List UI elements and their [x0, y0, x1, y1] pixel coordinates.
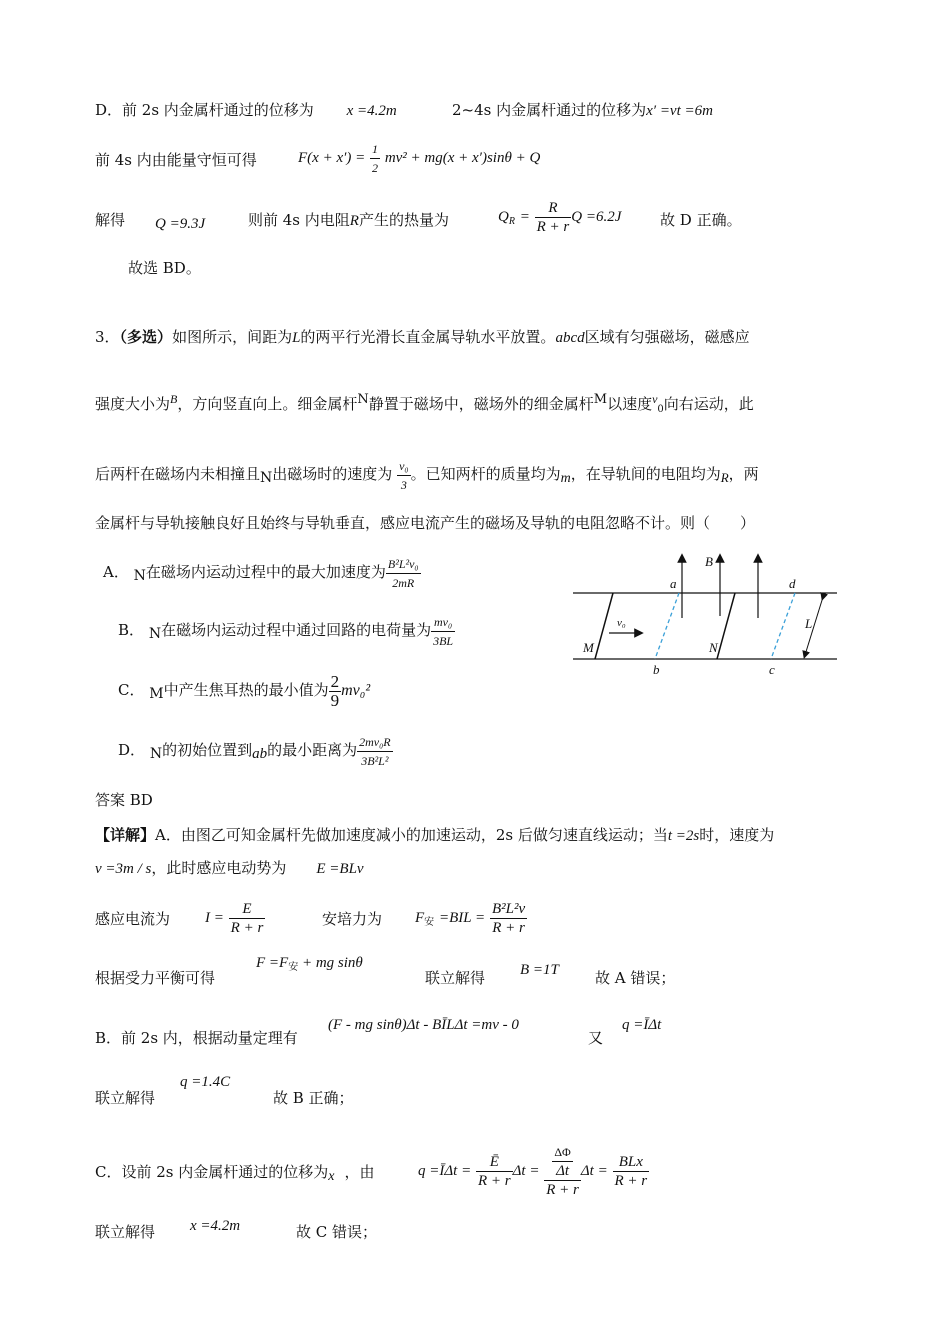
- option-b[interactable]: B． N在磁场内运动过程中通过回路的电荷量为 $\frac{\text{mv₀}}{3BL}$: [118, 614, 454, 648]
- momentum-equation: (F - mg sinθ)Δt - BĪLΔt =mv - 0: [328, 1017, 519, 1033]
- a-line-4-solve: 联立解得: [425, 969, 486, 987]
- qr-equation: $Q_R$ = $\frac{R}{R + r}$ Q =6.2J: [498, 199, 622, 235]
- conclude-d: 故 D 正确。: [660, 211, 742, 229]
- label-d: d: [789, 576, 796, 591]
- ampere-label: 安培力为: [322, 910, 383, 928]
- energy-eq-left: F(x + x′) =: [298, 150, 366, 166]
- select-text: 故选 BD。: [128, 259, 201, 277]
- b-line-1-label: B．前 2s 内，根据动量定理有: [95, 1029, 298, 1047]
- boundary-cd: [771, 593, 795, 659]
- d-solution-line-2: [452, 100, 713, 121]
- current-equation: I = $\frac{E}{R + r}$: [205, 900, 264, 936]
- q3-line-4: 金属杆与导轨接触良好且始终与导轨垂直，感应电流产生的磁场及导轨的电阻忽略不计。则（ ）: [95, 514, 756, 532]
- charge-derivation: q =ĪΔt = $\frac{Ē}{R + r}$ Δt = $\frac{\frac{\Delta\Phi}{\Delta t}}{R + r}$ Δt = $\frac{\text{BLx}}{R + r}$: [418, 1145, 648, 1198]
- ampere-equation: $F_安 =BIL$ = $\frac{\text{B²L²v}}{R + r}$: [415, 900, 526, 936]
- option-c-fraction: $\frac{2}{9}$: [330, 671, 340, 710]
- solve-eq: Q =9.3J: [155, 216, 206, 232]
- a-line-3-label: 感应电流为: [95, 910, 171, 928]
- qr-fraction: $\frac{R}{R + r}$: [536, 199, 570, 235]
- option-b-fraction: $\frac{\text{mv₀}}{3BL}$: [433, 614, 454, 648]
- v0-over-3: $\frac{\text{v₀}}{3}$: [399, 458, 409, 492]
- d-mid: 2~4s 内金属杆通过的位移为: [452, 101, 647, 119]
- label-B: B: [705, 554, 713, 569]
- label-N: N: [709, 640, 718, 655]
- label-b: b: [653, 662, 660, 677]
- label-M: M: [583, 640, 594, 655]
- b-you: 又: [588, 1029, 604, 1047]
- label-c: c: [769, 662, 775, 677]
- label-v0: v₀: [617, 617, 626, 629]
- c-conclusion: 故 C 错误；: [296, 1223, 378, 1241]
- energy-text: 前 4s 内由能量守恒可得: [95, 151, 257, 169]
- a-line-2: v =3m / s，此时感应电动势为 E =BLv: [95, 859, 364, 877]
- balance-equation: $F =F_安$ + mg sinθ: [256, 955, 363, 973]
- charge-equation: q =ĪΔt: [622, 1017, 662, 1033]
- d-eq1: x =4.2m: [346, 103, 397, 119]
- b-value: B =1T: [520, 962, 559, 978]
- d-eq2: x′ =vt =6m: [646, 103, 713, 119]
- boundary-ab: [655, 593, 679, 659]
- option-a[interactable]: A． N在磁场内运动过程中的最大加速度为 $\frac{\text{B²L²v₀}}{2mR}$: [103, 556, 419, 590]
- b-conclusion: 故 B 正确；: [273, 1089, 354, 1107]
- label-L: L: [805, 616, 813, 631]
- d-solution-line: [95, 100, 397, 121]
- answer-title: 答案 BD: [95, 791, 153, 809]
- q3-line-3: 后两杆在磁场内未相撞且N出磁场时的速度为 $\frac{\text{v₀}}{3}$ 。已知两杆的质量均为m，在导轨间的电阻均为R，两: [95, 458, 759, 492]
- multi-select-tag: （多选）: [119, 328, 173, 346]
- option-d-fraction: $\frac{\text{2mv₀R}}{\text{3B²L²}}$: [359, 734, 391, 768]
- option-d[interactable]: D． N的初始位置到ab的最小距离为 $\frac{\text{2mv₀R}}{\text{3B²L²}}$: [118, 734, 391, 768]
- x-value: x =4.2m: [190, 1218, 241, 1234]
- option-c[interactable]: C． M中产生焦耳热的最小值为 $\frac{2}{9}$ mv₀²: [118, 671, 371, 710]
- b-line-2-label: 联立解得: [95, 1089, 156, 1107]
- heat-text: 则前 4s 内电阻R产生的热量为: [248, 211, 449, 229]
- label-a: a: [670, 576, 677, 591]
- q3-line-2: 强度大小为$^B$，方向竖直向上。细金属杆N静置于磁场中，磁场外的细金属杆M以速度$^v_0$向右运动，此: [95, 392, 754, 415]
- a-line-4-label: 根据受力平衡可得: [95, 969, 216, 987]
- q3-line-1: 3．（多选）如图所示，间距为L的两平行光滑长直金属导轨水平放置。abcd区域有匀强磁场，磁感应: [95, 328, 750, 346]
- a-line-1: 【详解】A．由图乙可知金属杆先做加速度减小的加速运动，2s 后做匀速直线运动；当t =2s时，速度为: [95, 826, 775, 844]
- rails-figure: [565, 548, 850, 683]
- energy-equation: [298, 134, 540, 181]
- q-value: q =1.4C: [180, 1074, 231, 1090]
- c-line-1-label: C．设前 2s 内金属杆通过的位移为x ，由: [95, 1163, 375, 1184]
- d-prefix: D．前 2s 内金属杆通过的位移为: [95, 101, 314, 119]
- rod-m: [595, 593, 613, 659]
- c-line-2-label: 联立解得: [95, 1223, 156, 1241]
- option-a-fraction: $\frac{\text{B²L²v₀}}{2mR}$: [387, 556, 419, 590]
- energy-eq-right: mv² + mg(x + x′)sinθ + Q: [384, 150, 541, 166]
- half-fraction: $\frac{1}{2}$: [372, 141, 379, 175]
- solve-label: 解得: [95, 211, 126, 229]
- a-conclusion: 故 A 错误；: [595, 969, 676, 987]
